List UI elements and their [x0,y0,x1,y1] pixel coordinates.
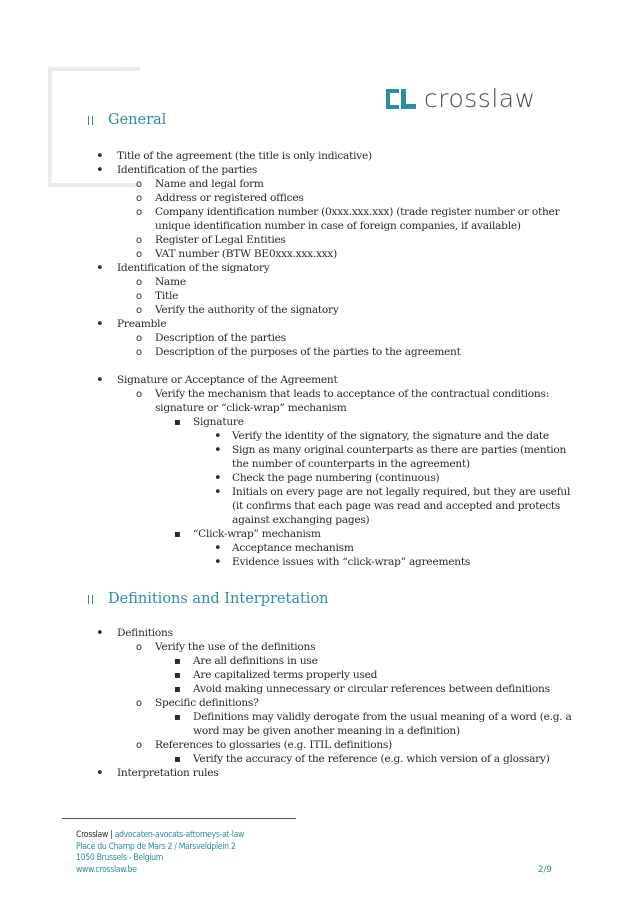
list-item: Evidence issues with “click-wrap” agreements [232,556,471,568]
list-item-continuation: word may be given another meaning in a definition) [193,725,460,737]
list-item: Interpretation rules [117,767,219,779]
bullet-circle-icon [136,248,142,262]
bullet-square-icon [174,753,181,767]
list-item: Signature or Acceptance of the Agreement [117,374,338,386]
footer-website-link[interactable]: www.crosslaw.be [76,865,137,875]
crosslaw-logo-mark [386,89,416,109]
section-marker-icon [88,116,102,125]
list-item: Company identification number (0xxx.xxx.xxx) (trade register number or other [155,206,560,218]
list-item: Register of Legal Entities [155,234,286,246]
list-item: Identification of the signatory [117,262,270,274]
list-item: Identification of the parties [117,164,258,176]
bullet-square-icon [174,655,181,669]
bullet-square-icon [174,669,181,683]
list-item: Verify the use of the definitions [155,641,316,653]
section-heading-definitions [88,591,329,607]
bullet-disc-icon [214,556,222,571]
bullet-circle-icon [136,178,142,192]
list-item: Description of the purposes of the parties to the agreement [155,346,461,358]
list-item: Are all definitions in use [193,655,318,667]
list-item: Verify the accuracy of the reference (e.g. which version of a glossary) [193,753,550,765]
list-item: Check the page numbering (continuous) [232,472,440,484]
list-item: Avoid making unnecessary or circular references between definitions [193,683,550,695]
bullet-circle-icon [136,388,142,402]
list-item-continuation: against exchanging pages) [232,514,370,526]
bullet-square-icon [174,683,181,697]
bullet-disc-icon [96,767,104,782]
list-item: Title of the agreement (the title is only indicative) [117,150,372,162]
page-number: 2/9 [538,865,552,875]
list-item-continuation: (it confirms that each page was read and accepted and protects [232,500,561,512]
list-item: Definitions [117,627,173,639]
footer-address-line-1: Place du Champ de Mars 2 / Marsveldplein 2 [76,842,236,852]
footer-firm-line [76,830,244,841]
list-item-continuation: signature or “click-wrap” mechanism [155,402,347,414]
list-item: “Click-wrap” mechanism [193,528,321,540]
list-item: Definitions may validly derogate from the usual meaning of a word (e.g. a [193,711,572,723]
bullet-disc-icon [214,486,222,501]
list-item: Verify the authority of the signatory [155,304,339,316]
list-item: Address or registered offices [155,192,304,204]
bullet-square-icon [174,528,181,542]
crosslaw-logo-text: crosslaw [424,84,536,113]
bullet-circle-icon [136,697,142,711]
bullet-circle-icon [136,641,142,655]
bullet-square-icon [174,711,181,725]
list-item: Verify the mechanism that leads to acceptance of the contractual conditions: [155,388,550,400]
list-item: Acceptance mechanism [232,542,354,554]
list-item: References to glossaries (e.g. ITIL definitions) [155,739,392,751]
bullet-disc-icon [96,318,104,333]
bullet-disc-icon [96,627,104,642]
footer-address-line-2: 1050 Brussels - Belgium [76,853,164,863]
bullet-circle-icon [136,304,142,318]
bullet-disc-icon [96,262,104,277]
footer-separator: | [107,830,115,840]
bullet-circle-icon [136,276,142,290]
list-item-continuation: unique identification number in case of foreign companies, if available) [155,220,521,232]
section-marker-icon [88,595,102,604]
list-item: Sign as many original counterparts as there are parties (mention [232,444,567,456]
bullet-circle-icon [136,234,142,248]
bullet-square-icon [174,416,181,430]
list-item-continuation: the number of counterparts in the agreement) [232,458,470,470]
bullet-circle-icon [136,332,142,346]
list-item: Preamble [117,318,167,330]
section-title: General [108,112,167,128]
bullet-circle-icon [136,192,142,206]
list-item: Name [155,276,186,288]
bullet-circle-icon [136,206,142,220]
list-item: VAT number (BTW BE0xxx.xxx.xxx) [155,248,337,260]
footer-firm-name: Crosslaw [76,830,108,840]
list-item: Name and legal form [155,178,264,190]
bullet-disc-icon [96,374,104,389]
list-item: Signature [193,416,244,428]
crosslaw-logo [386,84,536,113]
section-title: Definitions and Interpretation [108,591,329,607]
bullet-circle-icon [136,739,142,753]
list-item: Initials on every page are not legally required, but they are useful [232,486,571,498]
bullet-disc-icon [96,164,104,179]
footer-tagline: advocaten-avocats-attorneys-at-law [114,830,245,840]
footer-divider [62,818,296,819]
list-item: Title [155,290,179,302]
section-heading-general [88,112,166,128]
list-item: Verify the identity of the signatory, the signature and the date [232,430,549,442]
list-item: Description of the parties [155,332,286,344]
list-item: Are capitalized terms properly used [193,669,378,681]
bullet-circle-icon [136,290,142,304]
bullet-circle-icon [136,346,142,360]
list-item: Specific definitions? [155,697,259,709]
bullet-disc-icon [214,444,222,459]
